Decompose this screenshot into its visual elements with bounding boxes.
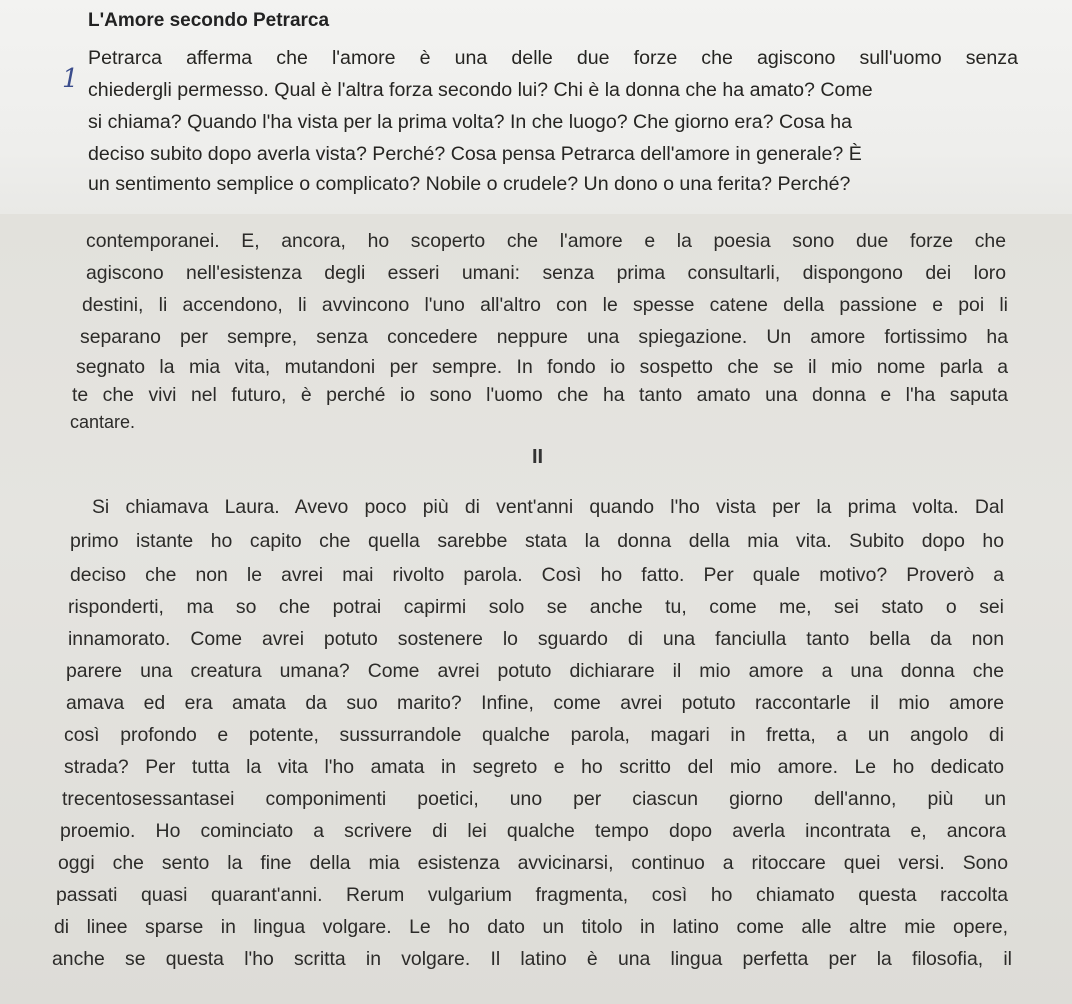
worksheet-line-2: chiedergli permesso. Qual è l'altra forza secondo lui? Chi è la donna che ha amato? Come: [88, 79, 873, 101]
worksheet-strip: [0, 0, 1072, 214]
book-p1-line-6: te che vivi nel futuro, è perché io sono l'uomo che ha tanto amato una donna e l'ha saputa: [72, 384, 1008, 406]
section-number: II: [532, 446, 544, 468]
book-p2-line-6: parere una creatura umana? Come avrei potuto dichiarare il mio amore a una donna che: [66, 660, 1004, 682]
book-p2-line-1: Si chiamava Laura. Avevo poco più di vent'anni quando l'ho vista per la prima volta. Dal: [92, 496, 1004, 518]
worksheet-line-5: un sentimento semplice o complicato? Nobile o crudele? Un dono o una ferita? Perché?: [88, 173, 851, 195]
book-p1-line-7: cantare.: [70, 412, 136, 432]
book-p2-line-5: innamorato. Come avrei potuto sostenere lo sguardo di una fanciulla tanto bella da non: [68, 628, 1004, 650]
book-p1-line-4: separano per sempre, senza concedere neppure una spiegazione. Un amore fortissimo ha: [80, 326, 1008, 348]
book-p2-line-13: passati quasi quarant'anni. Rerum vulgarium fragmenta, così ho chiamato questa raccolta: [56, 884, 1008, 906]
book-p2-line-15: anche se questa l'ho scritta in volgare. Il latino è una lingua perfetta per la filosofia, il: [52, 948, 1012, 970]
book-p2-line-3: deciso che non le avrei mai rivolto parola. Così ho fatto. Per quale motivo? Proverò a: [70, 564, 1004, 586]
book-p1-line-3: destini, li accendono, li avvincono l'uno all'altro con le spesse catene della passione e poi li: [82, 294, 1008, 316]
worksheet-line-1: Petrarca afferma che l'amore è una delle due forze che agiscono sull'uomo senza: [88, 47, 1018, 69]
handwritten-item-number: 1: [62, 64, 79, 94]
book-p1-line-2: agiscono nell'esistenza degli esseri umani: senza prima consultarli, dispongono dei loro: [86, 262, 1006, 284]
book-p2-line-4: risponderti, ma so che potrai capirmi solo se anche tu, come me, sei stato o sei: [68, 596, 1004, 618]
book-p2-line-8: così profondo e potente, sussurrandole qualche parola, magari in fretta, a un angolo di: [64, 724, 1004, 746]
book-p2-line-14: di linee sparse in lingua volgare. Le ho dato un titolo in latino come alle altre mie opere,: [54, 916, 1008, 938]
book-p2-line-10: trecentosessantasei componimenti poetici, uno per ciascun giorno dell'anno, più un: [62, 788, 1006, 810]
book-p1-line-5: segnato la mia vita, mutandoni per sempre. In fondo io sospetto che se il mio nome parla a: [76, 356, 1008, 378]
book-p2-line-2: primo istante ho capito che quella sarebbe stata la donna della mia vita. Subito dopo ho: [70, 530, 1004, 552]
book-p2-line-12: oggi che sento la fine della mia esistenza avvicinarsi, continuo a ritoccare quei versi. Sono: [58, 852, 1008, 874]
worksheet-line-4: deciso subito dopo averla vista? Perché? Cosa pensa Petrarca dell'amore in generale? È: [88, 143, 862, 165]
book-p2-line-9: strada? Per tutta la vita l'ho amata in segreto e ho scritto del mio amore. Le ho dedicato: [64, 756, 1004, 778]
book-p2-line-7: amava ed era amata da suo marito? Infine, come avrei potuto raccontarle il mio amore: [66, 692, 1004, 714]
worksheet-line-3: si chiama? Quando l'ha vista per la prima volta? In che luogo? Che giorno era? Cosa ha: [88, 111, 852, 133]
book-p1-line-1: contemporanei. E, ancora, ho scoperto che l'amore e la poesia sono due forze che: [86, 230, 1006, 252]
book-p2-line-11: proemio. Ho cominciato a scrivere di lei qualche tempo dopo averla incontrata e, ancora: [60, 820, 1006, 842]
worksheet-title: L'Amore secondo Petrarca: [88, 10, 330, 31]
